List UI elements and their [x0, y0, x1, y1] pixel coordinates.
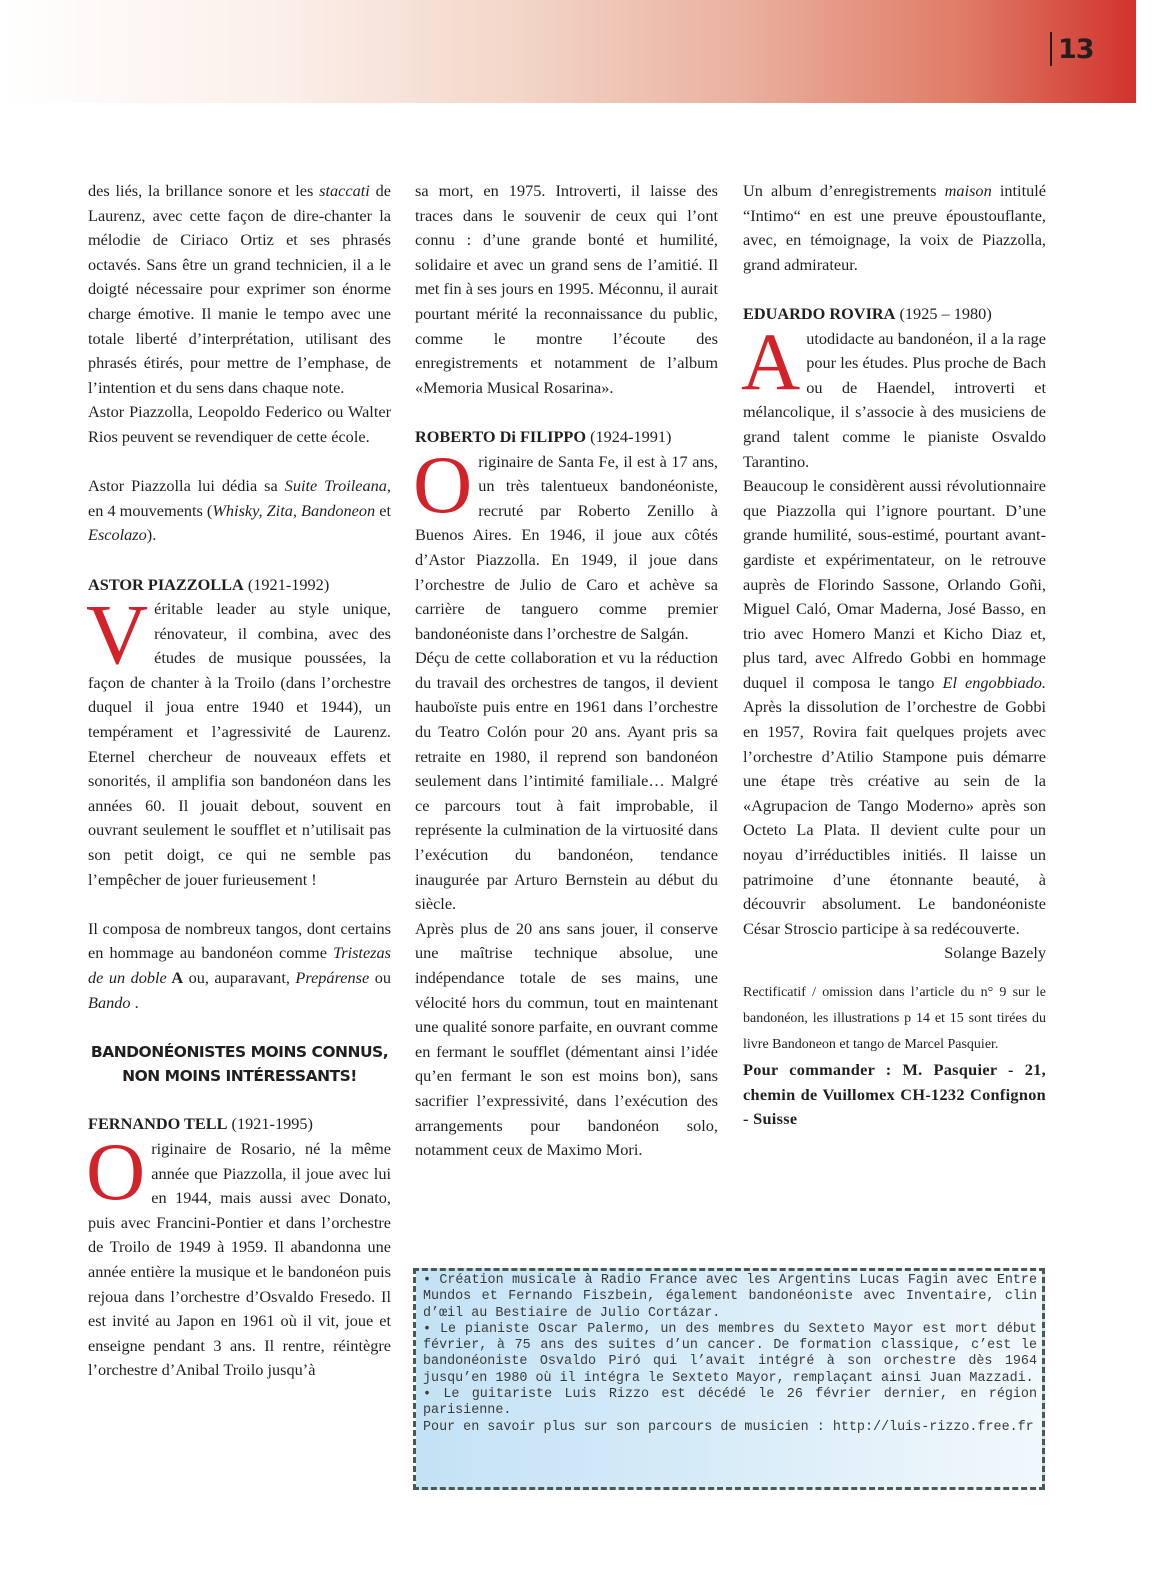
- paragraph: Originaire de Rosario, né la même année que Piazzolla, il joue avec lui en 1944, mais aussi avec Donato, puis avec Francini-Pontier et dans l’orchestre de Troilo de 1949 à 1959. Il abandonna une année entière la musique et le bandonéon puis rejoua dans l’orchestre d’Osvaldo Fresedo. Il est invité au Japon en 1961 où il vit, joue et enseigne pendant 3 ans. Il rentre, réintègre l’orchestre d’Anibal Troilo jusqu’à: [86, 1125, 391, 1380]
- paragraph: Originaire de Santa Fe, il est à 17 ans, un très talentueux bandonéoniste, recruté par Roberto Zenillo à Buenos Aires. En 1946, il joue aux côtés d’Astor Piazzolla. En 1949, il joue dans l’orchestre de Julio de Caro et achève sa carrière de tanguero comme premier bandonéoniste dans l’orchestre de Salgán.: [413, 438, 718, 643]
- paragraph: Autodidacte au bandonéon, il a la rage pour les études. Plus proche de Bach ou de Haendel, introverti et mélancolique, il s’associe à des musiciens de grand talent comme le pianiste Osvaldo Tarantino.: [741, 315, 1046, 471]
- paragraph: des liés, la brillance sonore et les staccati de Laurenz, avec cette façon de dire-chanter la mélodie de Ciriaco Ortiz et ses phrasés octavés. Sans être un grand technicien, il a le doigté nécessaire pour exprimer son énorme charge émotive. Il manie le tempo avec une totale liberté d’interprétation, utilisant des phrasés étirés, pour mettre de l’emphase, de l’intention et du sens dans chaque note.: [88, 181, 391, 397]
- section-heading-astor-piazzolla: ASTOR PIAZZOLLA (1921-1992): [88, 574, 330, 594]
- paragraph: Astor Piazzolla, Leopoldo Federico ou Walter Rios peuvent se revendiquer de cette école.: [88, 402, 391, 446]
- order-info: Pour commander : M. Pasquier - 21, chemin de Vuillomex CH-1232 Confignon - Suisse: [743, 1060, 1046, 1129]
- paragraph: Astor Piazzolla lui dédia sa Suite Troileana, en 4 mouvements (Whisky, Zita, Bandoneon et Escolazo).: [88, 476, 391, 545]
- section-heading-fernando-tell: FERNANDO TELL (1921-1995): [88, 1114, 313, 1134]
- news-item: • Le pianiste Oscar Palermo, un des membres du Sexteto Mayor est mort début février, à 75 ans des suites d’un cancer. De formation classique, c’est le bandonéoniste Osvaldo Piró qui l’avait intégré à son orchestre dès 1964 jusqu’en 1980 où il intégra le Sexteto Mayor, remplaçant ainsi Juan Mazzadi.: [423, 1321, 1037, 1386]
- paragraph: Véritable leader au style unique, rénovateur, il combina, avec des études de musique poussées, la façon de chanter à la Troilo (dans l’orchestre duquel il joua entre 1940 et 1944), un tempérament et l’agressivité de Laurenz. Eternel chercheur de nouveaux effets et sonorités, il amplifia son bandonéon dans les années 60. Il jouait debout, souvent en ouvrant seulement le soufflet et n’utilisait pas son petit doigt, ce qui ne semble pas l’empêcher de jouer furieusement !: [86, 586, 391, 889]
- header-gradient-band: [0, 0, 1136, 103]
- page-number: 13: [1058, 33, 1094, 65]
- paragraph: Il composa de nombreux tangos, dont certains en hommage au bandonéon comme Tristezas de un doble A ou, auparavant, Prepárense ou Bando .: [88, 918, 392, 1012]
- correction-note: Rectificatif / omission dans l’article du n° 9 sur le bandonéon, les illustrations p 14 et 15 sont tirées du livre Bandoneon et tango de Marcel Pasquier.: [743, 985, 1046, 1052]
- page-number-block: [1050, 32, 1094, 66]
- paragraph: sa mort, en 1975. Introverti, il laisse des traces dans le souvenir de ceux qui l’ont connu : d’une grande bonté et humilité, solidaire et avec un grand sens de l’amitié. Il met fin à ses jours en 1995. Méconnu, il aurait pourtant mérité la reconnaissance du public, comme le montre l’écoute des enregistrements et notamment de l’album «Memoria Musical Rosarina».: [415, 181, 718, 397]
- section-heading-lesser-known: BANDONÉONISTES MOINS CONNUS, NON MOINS INTÉRESSANTS!: [90, 1042, 389, 1085]
- drop-cap: O: [413, 438, 473, 530]
- page-number-divider: [1050, 32, 1052, 66]
- drop-cap: O: [86, 1125, 146, 1217]
- drop-cap: A: [741, 315, 801, 407]
- news-link-text: Pour en savoir plus sur son parcours de musicien : http://luis-rizzo.free.fr: [423, 1419, 1034, 1435]
- paragraph: Après plus de 20 ans sans jouer, il conserve une maîtrise technique absolue, une indépendance totale de ses mains, une vélocité hors du commun, tout en maintenant une qualité sonore parfaite, en ouvrant comme en fermant le soufflet (démentant ainsi l’idée qu’en fermant le son est moins bon), sans sacrifier l’expressivité, dans l’exécution des arrangements pour bandonéon solo, notamment ceux de Maximo Mori.: [415, 918, 718, 1160]
- column-2: [415, 179, 718, 1163]
- drop-cap: V: [86, 586, 149, 683]
- author-signature: Solange Bazely: [944, 943, 1046, 963]
- column-3: [743, 179, 1046, 1132]
- paragraph: Un album d’enregistrements maison intitulé “Intimo“ en est une preuve époustouflante, avec, en témoignage, la voix de Piazzolla, grand admirateur.: [743, 181, 1046, 274]
- column-1: [88, 179, 391, 1383]
- paragraph: Beaucoup le considèrent aussi révolutionnaire que Piazzolla qui l’ignore pourtant. D’une grande humilité, sous-estimé, pourtant avant-gardiste et expérimentateur, on le retrouve auprès de Florindo Sassone, Orlando Goñi, Miguel Caló, Omar Maderna, José Basso, en trio avec Homero Manzi et Kicho Diaz et, plus tard, avec Alfredo Gobbi en hommage duquel il composa le tango El engobbiado. Après la dissolution de l’orchestre de Gobbi en 1957, Rovira fait quelques projets avec l’orchestre d’Atilio Stampone puis démarre une étape très créative au sein de la «Agrupacion de Tango Moderno» après son Octeto La Plata. Il devient culte pour un noyau d’irréductibles initiés. Il laisse un patrimoine d’une étonnante beauté, à découvrir absolument. Le bandonéoniste César Stroscio participe à sa redécouverte.: [743, 476, 1046, 938]
- news-item: • Création musicale à Radio France avec les Argentins Lucas Fagin avec Entre Mundos et Fernando Fiszbein, également bandonéoniste avec Inventaire, clin d’œil au Bestiaire de Julio Cortázar.: [423, 1273, 1037, 1321]
- section-heading-roberto-di-filippo: ROBERTO Di FILIPPO (1924-1991): [415, 426, 672, 446]
- paragraph: Déçu de cette collaboration et vu la réduction du travail des orchestres de tangos, il devient hauboïste puis entre en 1961 dans l’orchestre du Teatro Colón pour 20 ans. Ayant pris sa retraite en 1980, il reprend son bandonéon seulement dans l’intimité familiale… Malgré ce parcours tout à fait improbable, il représente la culmination de la virtuosité dans l’exécution du bandonéon, tendance inaugurée par Arturo Bernstein au début du siècle.: [415, 648, 718, 914]
- section-heading-eduardo-rovira: EDUARDO ROVIRA (1925 – 1980): [743, 303, 992, 323]
- news-infobox: [413, 1268, 1045, 1490]
- news-item: • Le guitariste Luis Rizzo est décédé le 26 février dernier, en région parisienne.: [423, 1387, 1037, 1419]
